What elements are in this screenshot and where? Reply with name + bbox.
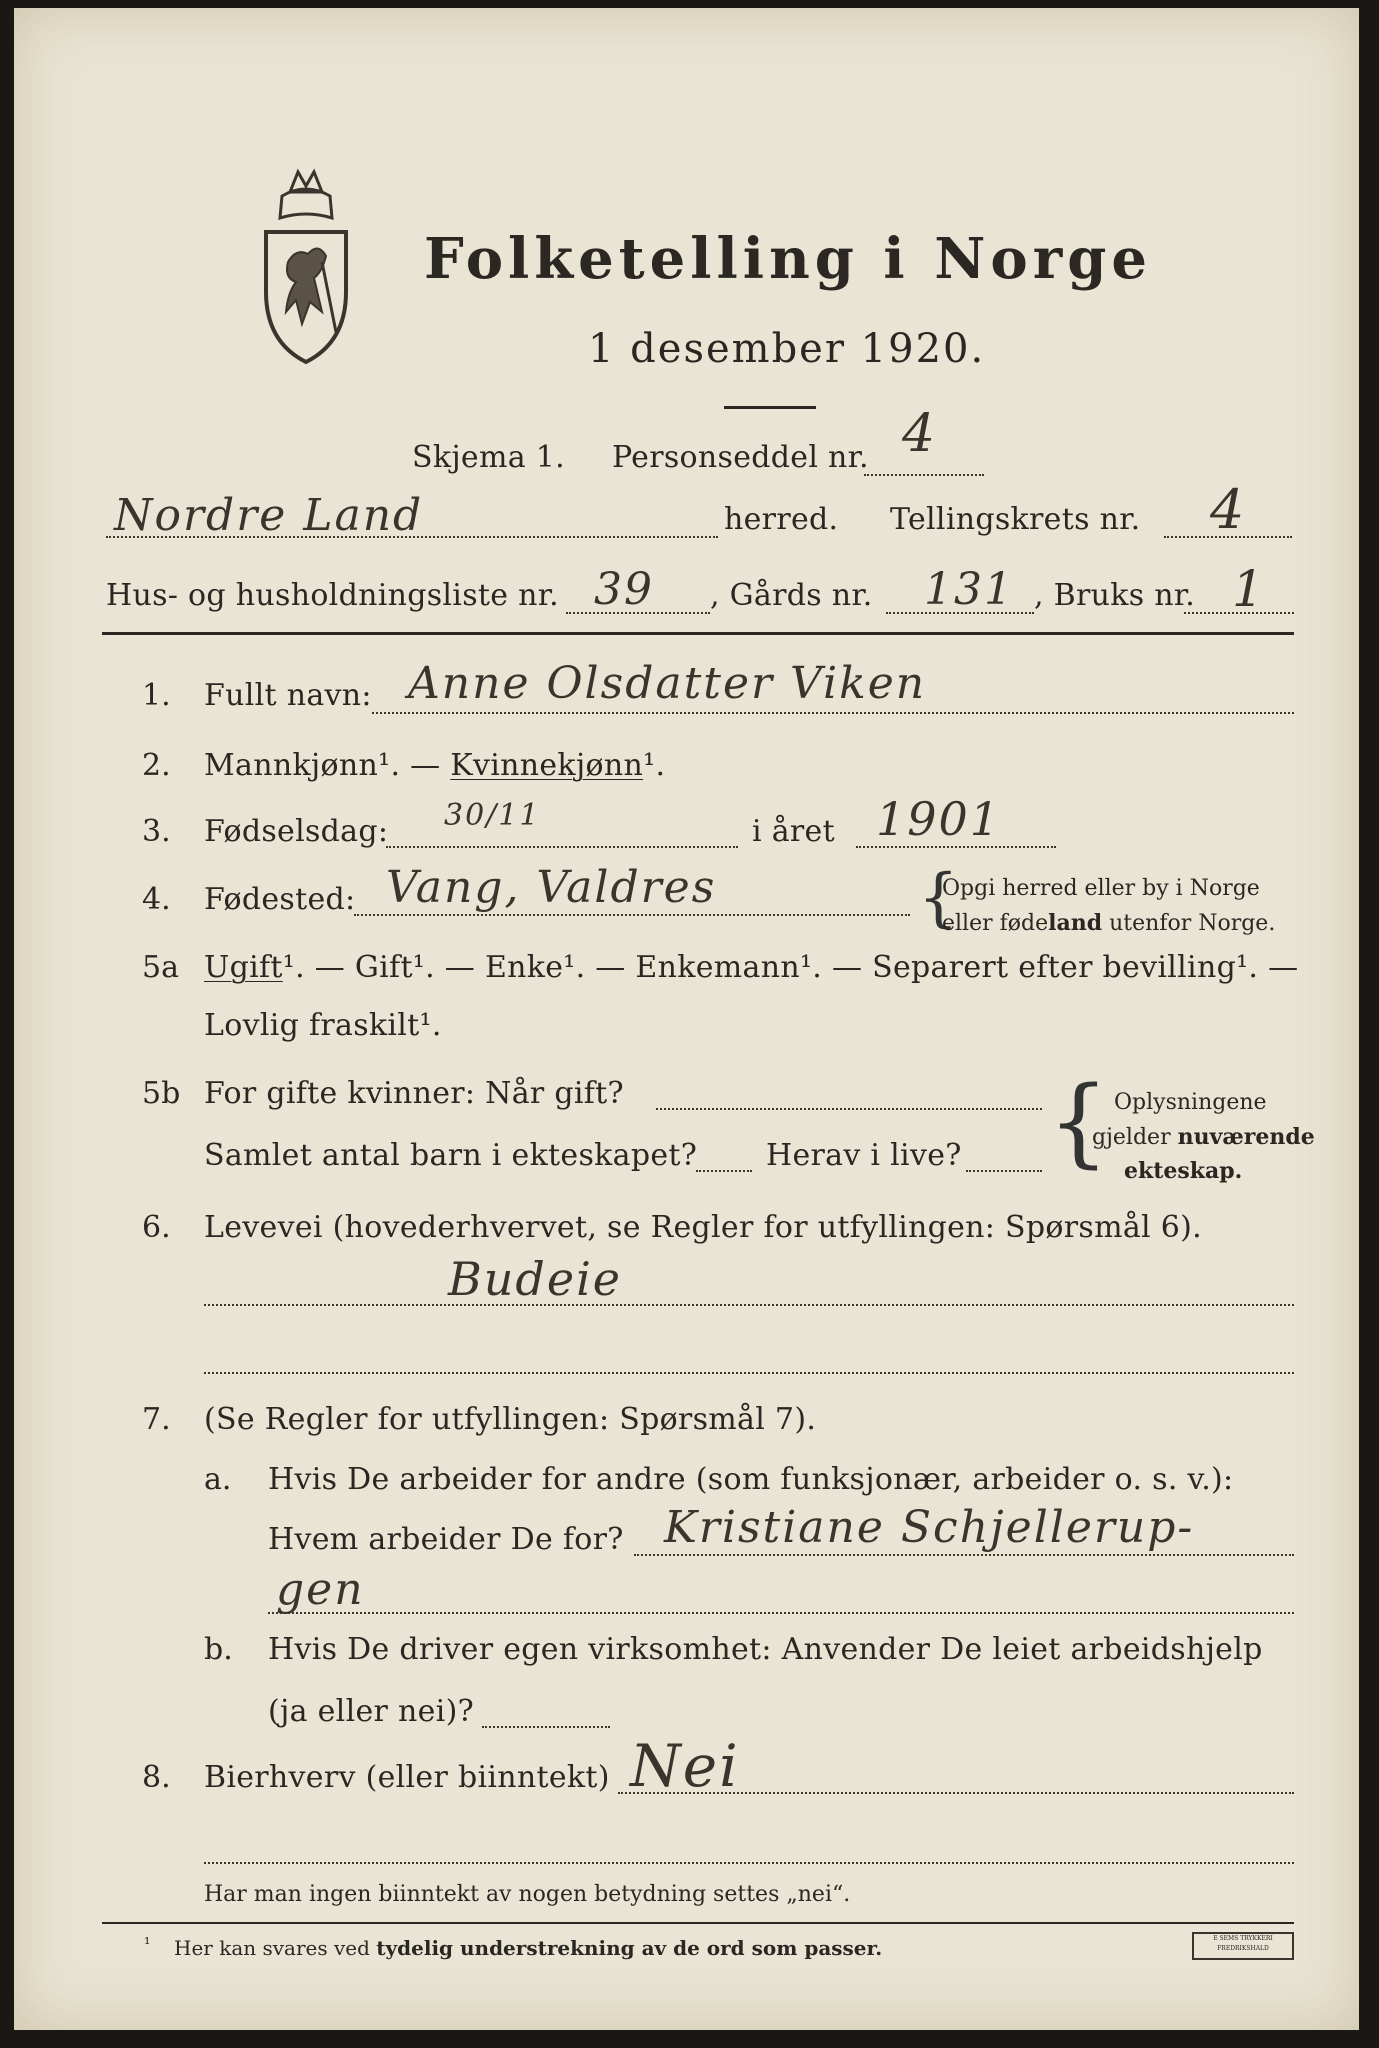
gards-label: , Gårds nr.	[710, 578, 873, 613]
personseddel-label: Personseddel nr.	[612, 440, 869, 475]
footnote-text: Her kan svares ved tydelig understrekning av de ord som passer.	[174, 1936, 883, 1960]
kvinnekjonn-option: Kvinnekjønn	[450, 748, 644, 783]
oplysningene-note-3: ekteskap.	[1124, 1158, 1243, 1184]
birthday-value: 30/11	[444, 798, 541, 833]
full-name-value: Anne Olsdatter Viken	[408, 658, 927, 709]
skjema-label: Skjema 1.	[412, 440, 565, 475]
q2-number: 2.	[142, 748, 171, 783]
q5a-number: 5a	[142, 950, 179, 985]
q6-label: Levevei (hovederhvervet, se Regler for utfyllingen: Spørsmål 6).	[204, 1210, 1202, 1245]
footer-divider	[102, 1922, 1294, 1924]
marital-options: ¹. — Gift¹. — Enke¹. — Enkemann¹. — Separert efter bevilling¹. —	[282, 950, 1299, 985]
birth-year-value: 1901	[876, 792, 1002, 846]
tellingskrets-label: Tellingskrets nr.	[890, 502, 1141, 537]
husholdningsliste-label: Hus- og husholdningsliste nr.	[106, 578, 559, 613]
personseddel-value: 4	[902, 404, 938, 464]
q7a-line2: Hvem arbeider De for?	[268, 1522, 624, 1557]
husholdningsliste-value: 39	[594, 564, 654, 615]
census-date: 1 desember 1920.	[588, 326, 986, 372]
lovlig-fraskilt-option: Lovlig fraskilt¹.	[204, 1008, 442, 1043]
coat-of-arms-icon	[252, 162, 360, 372]
header-divider	[102, 632, 1294, 635]
printer-stamp: E SEMS TRYKKERI FREDRIKSHALD	[1192, 1932, 1294, 1960]
q6-number: 6.	[142, 1210, 171, 1245]
birthplace-value: Vang, Valdres	[386, 862, 717, 913]
antal-barn-label: Samlet antal barn i ekteskapet?	[204, 1138, 698, 1173]
q8-label: Bierhverv (eller biinntekt)	[204, 1760, 610, 1795]
herred-label: herred.	[724, 502, 839, 537]
q7a-letter: a.	[204, 1462, 232, 1497]
census-form: Folketelling i Norge 1 desember 1920. Skjema 1. Personseddel nr. 4 Nordre Land herred. Tellingskrets nr. 4 Hus- og husholdningsliste nr. 39 , Gårds nr. 131 , Bruks nr. 1 1. Fullt navn: Anne Olsdatter Viken 2. Mannkjønn¹. — Kvinnekjønn¹. 3. Fødselsdag: 30/11 i året 1901 4. Fødested: Vang, Valdres { Opgi herred eller by i Norge eller fødeland utenfor Norge. 5a Ugift¹. — Gift¹. — Enke¹. — Enkemann¹. — Separert efter bevilling¹. — Lovlig fraskilt¹. 5b For gifte kvinner: Når gift? Samlet antal barn i ekteskapet? Herav i live? { Oplysningene gjelder nuværende ekteskap. 6. Levevei (hovederhvervet, se Regler for utfyllingen: Spørsmål 6). Budeie 7. (Se Regler for utfyllingen: Spørsmål 7). a. Hvis De arbeider for andre (som funksjonær, arbeider o. s. v.): Hvem arbeider De for? Kristiane Schjellerup- gen b. Hvis De driver egen virksomhet: Anvender De leiet arbeidshjelp (ja eller nei)? 8. Bierhverv (eller biinntekt) Nei Har man ingen biinntekt av nogen betydning settes „nei“. ¹ Her kan svares ved tydelig understrekning av de ord som passer. E SEMS TRYKKERI FREDRIKSHALD	[14, 8, 1359, 2030]
q1-label: Fullt navn:	[204, 678, 372, 713]
mannkjonn-option: Mannkjønn¹. —	[204, 748, 441, 783]
tellingskrets-value: 4	[1210, 478, 1247, 541]
q4-label: Fødested:	[204, 882, 356, 917]
q3-number: 3.	[142, 814, 171, 849]
employer-value-1: Kristiane Schjellerup-	[664, 1502, 1195, 1553]
footer-note: Har man ingen biinntekt av nogen betydning settes „nei“.	[204, 1882, 851, 1907]
title-divider	[724, 406, 816, 409]
bruks-value: 1	[1232, 560, 1266, 618]
q8-number: 8.	[142, 1760, 171, 1795]
nar-gift-label: For gifte kvinner: Når gift?	[204, 1076, 624, 1111]
q7-label: (Se Regler for utfyllingen: Spørsmål 7).	[204, 1402, 817, 1437]
form-title: Folketelling i Norge	[424, 226, 1153, 292]
footnote-mark: ¹	[144, 1934, 151, 1953]
oplysningene-note-1: Oplysningene	[1114, 1090, 1267, 1115]
employer-value-2: gen	[276, 1564, 365, 1615]
herav-i-live-label: Herav i live?	[766, 1138, 962, 1173]
herred-value: Nordre Land	[114, 490, 424, 541]
occupation-value: Budeie	[448, 1252, 623, 1306]
side-income-value: Nei	[630, 1732, 740, 1800]
q7b-line1: Hvis De driver egen virksomhet: Anvender De leiet arbeidshjelp	[268, 1632, 1263, 1667]
bruks-label: , Bruks nr.	[1034, 578, 1196, 613]
ugift-option: Ugift	[204, 950, 283, 985]
q7-number: 7.	[142, 1402, 171, 1437]
q5b-number: 5b	[142, 1076, 181, 1111]
gards-value: 131	[924, 564, 1014, 615]
q7b-line2: (ja eller nei)?	[268, 1694, 474, 1729]
q7b-letter: b.	[204, 1632, 233, 1667]
q7a-line1: Hvis De arbeider for andre (som funksjonær, arbeider o. s. v.):	[268, 1462, 1234, 1497]
q1-number: 1.	[142, 678, 171, 713]
q4-number: 4.	[142, 882, 171, 917]
birthplace-note-1: Opgi herred eller by i Norge	[942, 876, 1260, 901]
year-label: i året	[752, 814, 835, 849]
q3-label: Fødselsdag:	[204, 814, 389, 849]
